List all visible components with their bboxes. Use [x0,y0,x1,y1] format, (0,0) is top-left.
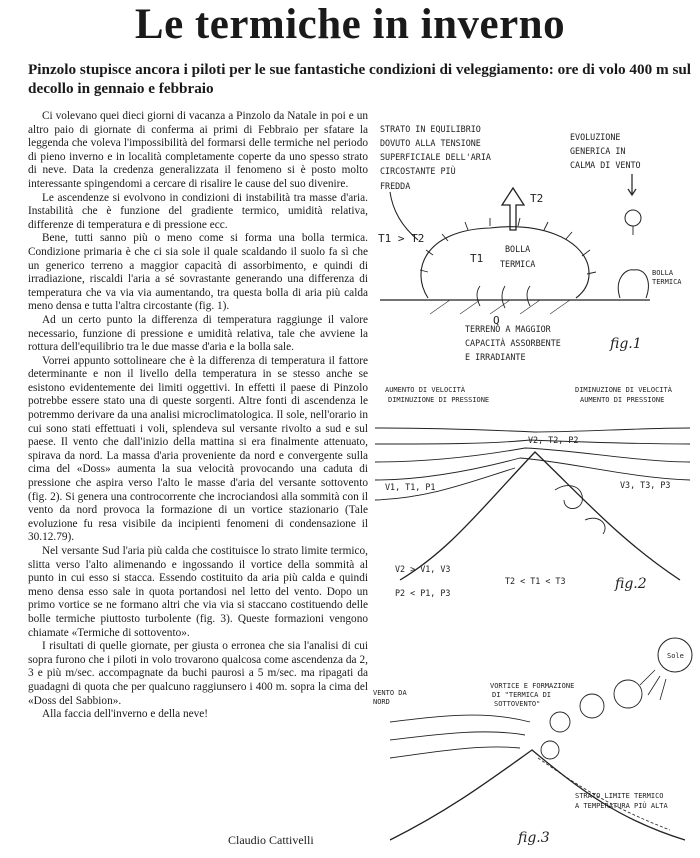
fig1-ground-label: E IRRADIANTE [465,352,526,362]
fig1-q: Q [493,314,500,327]
figure-1 [378,124,682,362]
fig1-heat-arrows [477,286,530,308]
fig1-caption: fig.1 [610,336,642,352]
paragraph: Le ascendenze si evolvono in condizioni di instabilità tra masse d'aria. Instabilità che è funzione del gradiente termico, umidità relativa, differenze di temperatura e di pressione ecc. [28,191,368,231]
article-body [28,110,368,722]
paragraph: Ci volevano quei dieci giorni di vacanza a Pinzolo da Natale in poi e un altro paio di giornate di conferma ai primi di Febbraio per sfatare la leggenda che voleva l'impossibilità del formarsi delle termiche nel periodo di pieno inverno e in località completamente coperte da uno spesso strato di neve. Data la credenza generalizzata il fenomeno si è posto molto interessante spingendomi a cercare di risalire le cause del suo divenire. [28,110,368,190]
fig1-t1gt: T1 > T2 [378,232,425,245]
fig1-label-left: STRATO IN EQUILIBRIO [380,124,481,134]
fig2-rel1: V2 > V1, V3 [395,564,451,574]
fig1-small-bubble-ground [618,270,648,298]
article-title: Le termiche in inverno [134,1,566,48]
fig3-vortex: SOTTOVENTO" [494,700,541,708]
fig2-right-note: AUMENTO DI PRESSIONE [580,396,665,404]
fig2-right-note: DIMINUZIONE DI VELOCITÀ [575,386,672,394]
fig1-label-left: SUPERFICIALE DELL'ARIA [380,152,491,162]
fig1-label-left: FREDDA [380,181,411,191]
fig1-ground-hatch [430,300,570,314]
fig1-bolla-small: TERMICA [652,278,682,286]
fig2-top: V2, T2, P2 [528,435,579,445]
paragraph: I risultati di quelle giornate, per giusta o erronea che sia l'analisi di cui sopra furono che i piloti in volo trovarono qualcosa come ascendenza da 2, 3 e più m/sec. accompagnate da buchi paurosi a 5 m/sec. ma ripagati da guadagni di quota che per qualcuno raggiunsero i 400 m. sopra la cima del «Doss del Sabbion». [28,640,368,707]
fig3-sun-rays [640,670,666,700]
fig3-layer: A TEMPERATURA PIÙ ALTA [575,802,668,810]
paragraph: Nel versante Sud l'aria più calda che costituisce lo strato limite termico, slitta verso l'alto alimenando e ingossando il vortice della sommità al punto in cui esso si stacca. Essendo costituito da aria più calda e quindi meno densa esso sale in quota portandosi nel letto del vento. Dopo un primo vortice se ne formano altri che via via si staccano costituendo delle bolle termiche piuttosto turbolente (fig. 3). Queste formazioni vengono chiamate «Termiche di sottovento». [28,545,368,639]
figure-3 [373,638,692,846]
figure-2 [375,385,690,598]
fig3-wind: NORD [373,698,390,706]
fig2-left: V1, T1, P1 [385,482,436,492]
fig2-vortex [555,486,605,534]
fig1-label-left: DOVUTO ALLA TENSIONE [380,138,481,148]
fig3-thermal-bubbles [541,680,642,759]
fig1-bolla-small: BOLLA [652,269,674,277]
fig1-bubble-label: TERMICA [500,259,536,269]
fig1-small-bubble [625,210,641,226]
fig1-up-arrow [502,188,524,230]
fig2-mountain [400,452,680,580]
paragraph: Vorrei appunto sottolineare che è la differenza di temperatura il fattore determinante e non il livello della temperatura in se stesso anche se esistono evidentemente dei limiti oggettivi. In effetti il paese di Pinzolo potrebbe essere stato una di queste sorgenti. Altre fonti di ascendenza le potremmo derivare da una analisi microclimatologica. Il sole, nell'orario in cui sono stati effettuati i voli, splendeva sul versante rivolto a sud e sul paese. Il vento che dall'inizio della mattina si era finalmente attenuato, spirava da nord. La massa d'aria proveniente da nord e convergente sulla cima del «Doss» aumenta la sua velocità provocando una caduta di pressione che aspira verso l'alto le masse d'aria del versante sottovento (fig. 2). Si genera una controcorrente che incrociandosi alla sommità con il vento da nord provoca la formazione di un vortice stazionario (Tale evoluzione fu resa visibile da incipienti fenomeni di condensazione il 30.12.79). [28,354,368,544]
fig2-rel2: P2 < P1, P3 [395,588,451,598]
article-subtitle: Pinzolo stupisce ancora i piloti per le sue fantastiche condizioni di veleggiamento: ore di volo 400 m sul decollo in gennaio e febbraio [28,61,692,97]
figures-column [370,110,700,853]
fig3-caption: fig.3 [518,830,550,846]
fig2-right: V3, T3, P3 [620,480,671,490]
fig1-ground-label: TERRENO A MAGGIOR [465,324,551,334]
fig1-t2: T2 [530,192,544,205]
fig3-wind: VENTO DA [373,689,407,697]
paragraph: Alla faccia dell'inverno e della neve! [42,708,209,721]
fig3-wind-lines [390,715,530,758]
fig1-label-right: CALMA DI VENTO [570,160,641,170]
fig1-label-right: GENERICA IN [570,146,626,156]
fig1-label-left: CIRCOSTANTE PIÙ [380,166,456,176]
fig1-bubble-label: BOLLA [505,244,531,254]
fig3-vortex: DI "TERMICA DI [492,691,552,699]
fig1-down-arrow [628,174,636,195]
fig2-caption: fig.2 [615,576,647,592]
fig1-label-right: EVOLUZIONE [570,132,621,142]
fig3-layer: STRATO LIMITE TERMICO [575,792,664,800]
figures-svg [370,110,700,853]
fig2-left-note: DIMINUZIONE DI PRESSIONE [388,396,490,404]
byline: Claudio Cattivelli [228,833,314,847]
fig2-left-note: AUMENTO DI VELOCITÀ [385,386,466,394]
paragraph: Bene, tutti sanno più o meno come si forma una bolla termica. Condizione primaria è che ci sia sole il quale scaldando il suolo fa sì che un generico terreno a maggior capacità di assorbimento, e quindi di irradiazione, riscaldi l'aria a sé sovrastante generando una differenza di temperatura che va via via aumentando, tra questa bolla di aria più calda meno densa e tutta l'altra circostante (fig. 1). [28,232,368,313]
fig1-t1: T1 [470,252,484,265]
fig3-sun-label: Sole [667,652,684,660]
paragraph: Ad un certo punto la differenza di temperatura raggiunge il valore necessario, funzione di pressione e umidità relativa, tale che avviene la rottura dell'equilibrio tra le due masse d'aria e la bolla sale. [28,313,368,354]
fig1-ground-label: CAPACITÀ ASSORBENTE [465,338,561,348]
fig2-rel3: T2 < T1 < T3 [505,576,566,586]
fig3-vortex: VORTICE E FORMAZIONE [490,682,575,690]
